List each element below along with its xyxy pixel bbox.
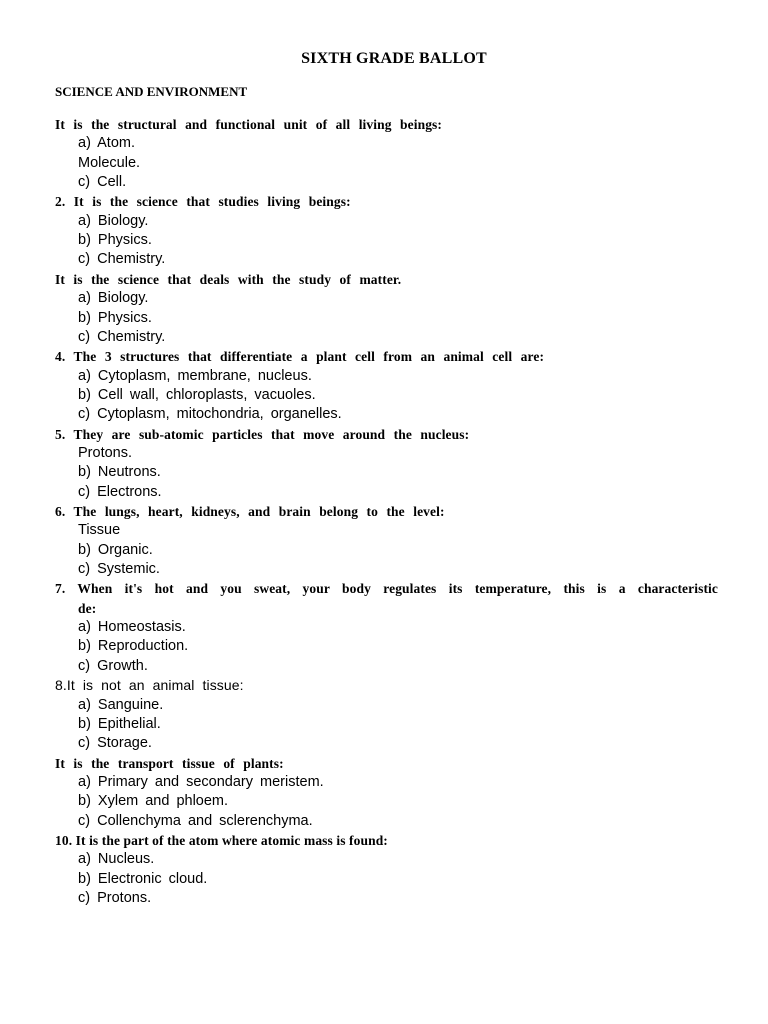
answer-option: a) Sanguine. (78, 697, 164, 713)
question-text: 5. They are sub-atomic particles that move around the nucleus: (55, 427, 470, 442)
answer-option: a) Primary and secondary meristem. (78, 774, 324, 790)
answer-option: c) Electrons. (78, 484, 162, 500)
question-text: It is the science that deals with the study of matter. (55, 272, 402, 287)
answer-option: b) Physics. (78, 310, 152, 326)
question-text: It is the transport tissue of plants: (55, 756, 284, 771)
answer-option: c) Protons. (78, 890, 152, 906)
question-text-continuation: de: (78, 601, 97, 616)
answer-option: c) Growth. (78, 658, 148, 674)
answer-option: b) Epithelial. (78, 716, 161, 732)
answer-option: c) Cytoplasm, mitochondria, organelles. (78, 406, 342, 422)
question-text: 7. When it's hot and you sweat, your body regulates its temperature, this is a characteristic (55, 581, 718, 596)
question-text: 10. It is the part of the atom where atomic mass is found: (55, 833, 388, 848)
answer-option: a) Biology. (78, 213, 149, 229)
answer-option: Protons. (78, 445, 132, 461)
answer-option: b) Organic. (78, 542, 153, 558)
answer-option: b) Physics. (78, 232, 152, 248)
answer-option: b) Cell wall, chloroplasts, vacuoles. (78, 387, 316, 403)
question-text: 4. The 3 structures that differentiate a plant cell from an animal cell are: (55, 349, 545, 364)
question-text: 6. The lungs, heart, kidneys, and brain belong to the level: (55, 504, 445, 519)
question-text: 8.It is not an animal tissue: (55, 677, 244, 693)
answer-option: a) Biology. (78, 290, 149, 306)
answer-option: b) Xylem and phloem. (78, 793, 229, 809)
answer-option: c) Chemistry. (78, 329, 166, 345)
answer-option: c) Collenchyma and sclerenchyma. (78, 813, 313, 829)
question-text: 2. It is the science that studies living beings: (55, 194, 351, 209)
page-title: SIXTH GRADE BALLOT (301, 50, 487, 67)
answer-option: c) Chemistry. (78, 251, 166, 267)
answer-option: a) Cytoplasm, membrane, nucleus. (78, 368, 312, 384)
answer-option: a) Nucleus. (78, 851, 155, 867)
answer-option: c) Storage. (78, 735, 152, 751)
answer-option: b) Electronic cloud. (78, 871, 208, 887)
question-text: It is the structural and functional unit of all living beings: (55, 117, 442, 132)
answer-option: Molecule. (78, 155, 141, 171)
section-heading: SCIENCE AND ENVIRONMENT (55, 84, 248, 99)
answer-option: b) Neutrons. (78, 464, 161, 480)
answer-option: a) Atom. (78, 135, 135, 151)
answer-option: c) Cell. (78, 174, 127, 190)
answer-option: c) Systemic. (78, 561, 160, 577)
answer-option: b) Reproduction. (78, 638, 189, 654)
answer-option: a) Homeostasis. (78, 619, 186, 635)
answer-option: Tissue (78, 522, 121, 538)
